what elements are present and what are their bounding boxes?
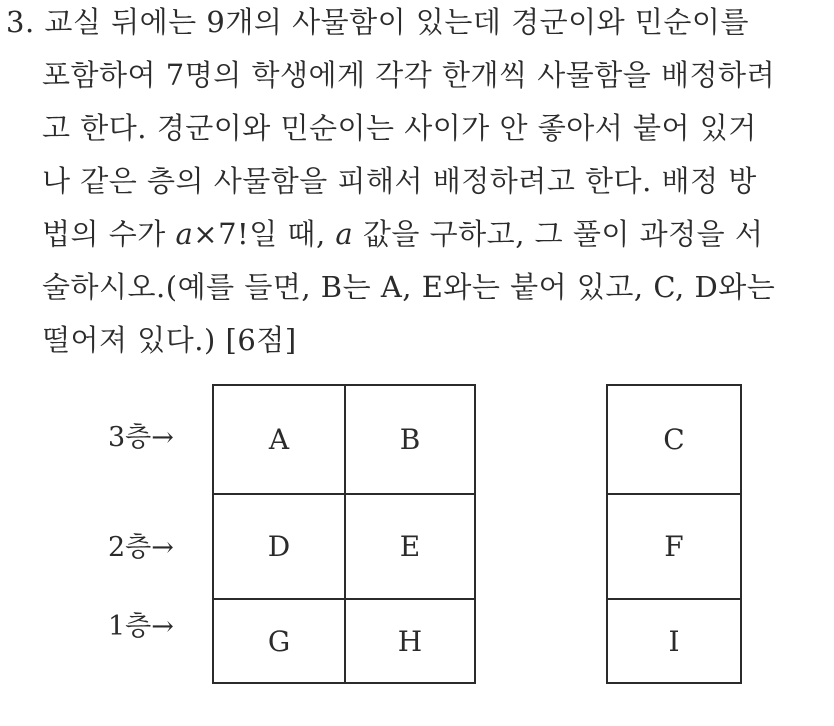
- problem-line-3: 고 한다. 경군이와 민순이는 사이가 안 좋아서 붙어 있거: [42, 111, 757, 145]
- line5-times: ×7!일 때,: [193, 217, 336, 251]
- floor-label-3: 3층→: [108, 422, 174, 453]
- variable-a: a: [175, 217, 194, 251]
- problem-line-4: 나 같은 층의 사물함을 피해서 배정하려고 한다. 배정 방: [42, 164, 757, 198]
- variable-a-2: a: [335, 217, 354, 251]
- problem-line-6: 술하시오.(예를 들면, B는 A, E와는 붙어 있고, C, D와는: [42, 270, 776, 304]
- locker-grid-right: [606, 384, 742, 684]
- problem-line-5: [42, 214, 763, 254]
- locker-I: I: [668, 624, 680, 658]
- locker-E: E: [399, 530, 421, 563]
- floor-label-2: 2층→: [108, 532, 174, 563]
- problem-line-2: 포함하여 7명의 학생에게 각각 한개씩 사물함을 배정하려: [42, 58, 776, 92]
- problem-line-7: 떨어져 있다.) [6점]: [42, 323, 297, 357]
- locker-A: A: [268, 423, 290, 456]
- problem-line-1: 3. 교실 뒤에는 9개의 사물함이 있는데 경군이와 민순이를: [6, 5, 749, 39]
- locker-G: G: [267, 624, 291, 658]
- locker-C: C: [663, 423, 685, 456]
- locker-B: B: [399, 423, 421, 456]
- locker-F: F: [664, 530, 684, 563]
- locker-H: H: [397, 624, 423, 658]
- locker-grid-left: [212, 384, 476, 684]
- line5-pre: 법의 수가: [42, 217, 176, 251]
- line5-post: 값을 구하고, 그 풀이 과정을 서: [353, 217, 764, 251]
- floor-label-1: 1층→: [108, 611, 174, 642]
- locker-D: D: [267, 530, 291, 563]
